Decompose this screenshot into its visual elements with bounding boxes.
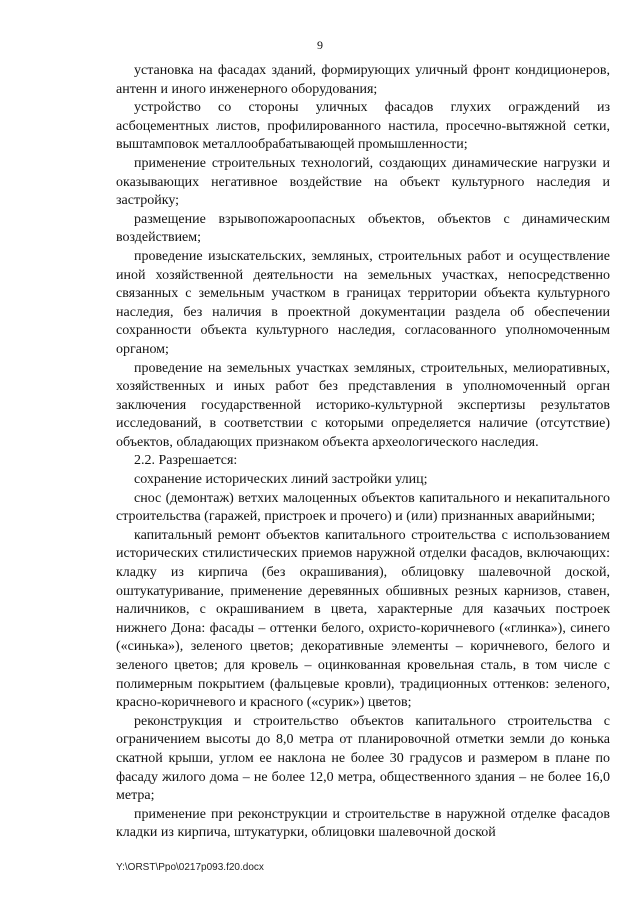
- paragraph: применение строительных технологий, создающих динамические нагрузки и оказывающих негативное воздействие на объект культурного наследия и застройку;: [116, 155, 610, 209]
- page-number: 9: [317, 38, 323, 52]
- paragraph: реконструкция и строительство объектов капитального строительства с ограничением высоты до 8,0 метра от планировочной отметки земли до конька скатной крыши, углом ее наклона не более 30 градусов и размером в плане по фасаду жилого дома – не более 12,0 метра, общественного здания – не более 16,0 метра;: [116, 713, 610, 804]
- paragraph: проведение на земельных участках земляных, строительных, мелиоративных, хозяйственных и иных работ без представления в уполномоченный орган заключения государственной историко-культурной экспертизы результатов исследований, в соответствии с которыми определяется наличие (отсутствие) объектов, обладающих признаком объекта археологического наследия.: [116, 360, 610, 450]
- paragraph: установка на фасадах зданий, формирующих уличный фронт кондиционеров, антенн и иного инженерного оборудования;: [116, 63, 610, 97]
- paragraph: сохранение исторических линий застройки улиц;: [134, 472, 428, 488]
- paragraph: капитальный ремонт объектов капитального строительства с использованием исторических стилистических приемов наружной отделки фасадов, включающих: кладку из кирпича (без окрашивания), облицовку шалевочной доской, оштукатуривание, применение деревянных обшивных резных карнизов, ставен, наличников, с окрашиванием в цвета, характерные для казачьих построек нижнего Дона: фасады – оттенки белого, охристо-коричневого («глинка»), синего («синька»), зеленого цветов; декоративные элементы – коричневого, белого и зеленого цветов; для кровель – оцинкованная кровельная сталь, в том числе с полимерным покрытием (фальцевые кровли), традиционных оттенков: зеленого, красно-коричневого и красного («сурик») цветов;: [116, 527, 610, 711]
- document-body: [116, 62, 610, 843]
- paragraph: проведение изыскательских, земляных, строительных работ и осуществление иной хозяйственной деятельности на земельных участках, непосредственно связанных с земельным участком в границах территории объекта культурного наследия, без наличия в проектной документации раздела об обеспечении сохранности объекта культурного наследия, согласованного уполномоченным органом;: [116, 248, 610, 357]
- paragraph: применение при реконструкции и строительстве в наружной отделке фасадов кладки из кирпича, штукатурки, облицовки шалевочной доской: [116, 806, 610, 841]
- paragraph: размещение взрывопожароопасных объектов, объектов с динамическим воздействием;: [116, 211, 610, 246]
- footer-file-path: Y:\ORST\Ppo\0217p093.f20.docx: [116, 862, 264, 873]
- paragraph: устройство со стороны уличных фасадов глухих ограждений из асбоцементных листов, профилированного настила, просечно-вытяжной сетки, выштамповок металлообрабатывающей промышленности;: [116, 100, 610, 153]
- paragraph: снос (демонтаж) ветхих малоценных объектов капитального и некапитального строительства (гаражей, пристроек и прочего) и (или) признанных аварийными;: [116, 490, 610, 525]
- section-heading: 2.2. Разрешается:: [134, 453, 238, 469]
